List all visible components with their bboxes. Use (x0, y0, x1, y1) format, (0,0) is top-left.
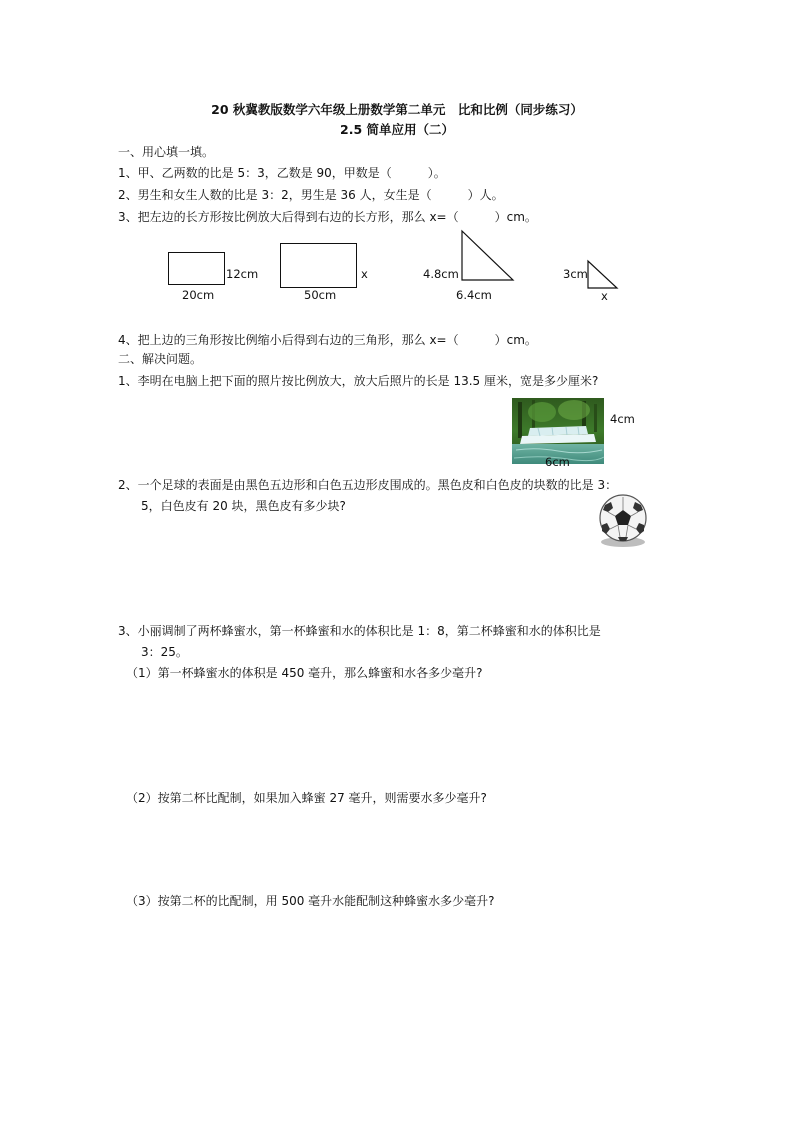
small-triangle-base-label: x (601, 289, 608, 303)
small-rectangle (168, 252, 225, 285)
question-2-1: 1、李明在电脑上把下面的照片按比例放大，放大后照片的长是 13.5 厘米，宽是多少厘米? (118, 374, 599, 388)
large-triangle-height-label: 4.8cm (423, 267, 459, 281)
large-triangle-base-label: 6.4cm (456, 288, 492, 302)
question-2-3-line1: 3、小丽调制了两杯蜂蜜水，第一杯蜂蜜和水的体积比是 1：8，第二杯蜂蜜和水的体积比是 (118, 624, 601, 638)
large-rect-height-label: x (361, 267, 368, 281)
small-triangle-height-label: 3cm (563, 267, 588, 281)
photo-height-label: 4cm (610, 412, 635, 426)
large-triangle (460, 230, 516, 282)
large-rect-width-label: 50cm (304, 288, 337, 302)
large-rectangle (280, 243, 357, 288)
small-rect-width-label: 20cm (182, 288, 215, 302)
question-2-2-line1: 2、一个足球的表面是由黑色五边形和白色五边形皮围成的。黑色皮和白色皮的块数的比是 3： (118, 478, 618, 492)
question-2-3-1: （1）第一杯蜂蜜水的体积是 450 毫升，那么蜂蜜和水各多少毫升? (126, 666, 483, 680)
section1-heading: 一、用心填一填。 (118, 145, 215, 159)
small-triangle (586, 260, 620, 290)
small-rect-height-label: 12cm (226, 267, 259, 281)
question-2-2-line2: 5，白色皮有 20 块，黑色皮有多少块? (141, 499, 346, 513)
question-2-3-line2: 3：25。 (141, 645, 188, 659)
question-1-3: 3、把左边的长方形按比例放大后得到右边的长方形，那么 x=（ ）cm。 (118, 210, 537, 224)
photo-width-label: 6cm (545, 455, 570, 469)
section2-heading: 二、解决问题。 (118, 352, 203, 366)
question-1-1: 1、甲、乙两数的比是 5：3，乙数是 90，甲数是（ ）。 (118, 166, 446, 180)
page-title: 20 秋冀教版数学六年级上册数学第二单元 比和比例（同步练习） (211, 102, 583, 117)
page-subtitle: 2.5 简单应用（二） (340, 122, 454, 137)
question-2-3-2: （2）按第二杯比配制，如果加入蜂蜜 27 毫升，则需要水多少毫升? (126, 791, 487, 805)
question-2-3-3: （3）按第二杯的比配制，用 500 毫升水能配制这种蜂蜜水多少毫升? (126, 894, 495, 908)
question-1-4: 4、把上边的三角形按比例缩小后得到右边的三角形，那么 x=（ ）cm。 (118, 333, 537, 347)
soccer-ball-icon (596, 493, 650, 549)
question-1-2: 2、男生和女生人数的比是 3：2，男生是 36 人，女生是（ ）人。 (118, 188, 504, 202)
